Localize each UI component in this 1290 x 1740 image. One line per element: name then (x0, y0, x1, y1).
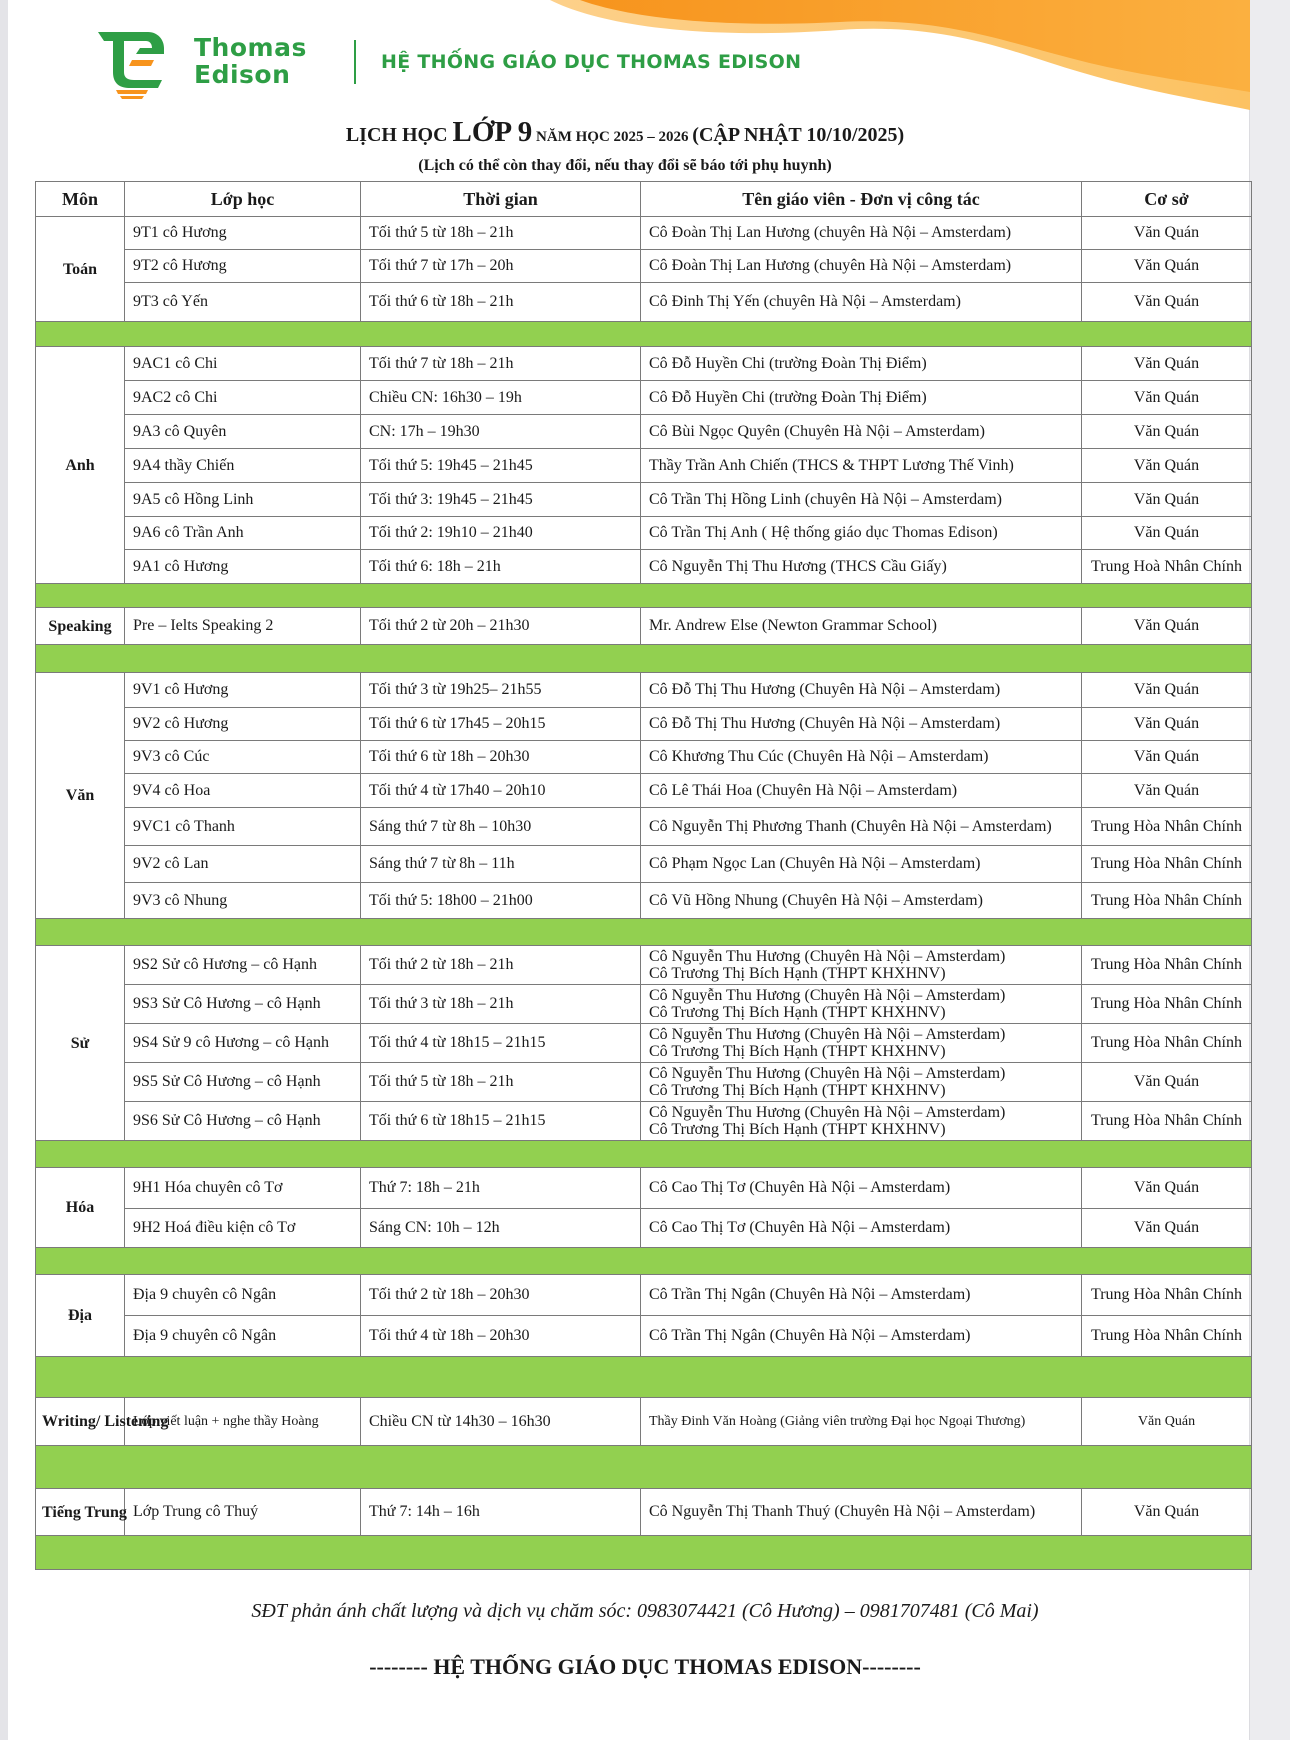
teacher-cell: Cô Cao Thị Tơ (Chuyên Hà Nội – Amsterdam) (641, 1168, 1082, 1209)
teacher-cell: Cô Đoàn Thị Lan Hương (chuyên Hà Nội – Amsterdam) (641, 217, 1082, 250)
time-cell: Sáng thứ 7 từ 8h – 10h30 (361, 808, 641, 846)
table-row (36, 985, 1252, 1024)
teacher-name-1: Cô Nguyễn Thu Hương (Chuyên Hà Nội – Amsterdam) (649, 987, 1006, 1004)
campus-cell: Trung Hòa Nhân Chính (1082, 946, 1252, 985)
table-row (36, 883, 1252, 919)
title-update-date: (CẬP NHẬT 10/10/2025) (692, 124, 905, 146)
time-cell: Sáng CN: 10h – 12h (361, 1209, 641, 1248)
teacher-cell: Cô Đoàn Thị Lan Hương (chuyên Hà Nội – Amsterdam) (641, 250, 1082, 283)
class-cell: 9H1 Hóa chuyên cô Tơ (125, 1168, 361, 1209)
time-cell: Tối thứ 3: 19h45 – 21h45 (361, 483, 641, 517)
header-teacher: Tên giáo viên - Đơn vị công tác (641, 182, 1082, 217)
time-cell: Tối thứ 2 từ 18h – 21h (361, 946, 641, 985)
separator-cell (36, 645, 1252, 673)
class-cell: 9V1 cô Hương (125, 673, 361, 708)
class-cell: Địa 9 chuyên cô Ngân (125, 1275, 361, 1316)
class-cell: 9VC1 cô Thanh (125, 808, 361, 846)
table-row (36, 741, 1252, 774)
hotline-text: SĐT phản ánh chất lượng và dịch vụ chăm sóc: 0983074421 (Cô Hương) – 0981707481 (Cô Mai) (251, 1600, 1039, 1622)
page-edge-right (1249, 0, 1290, 1740)
campus-cell: Văn Quán (1082, 608, 1252, 645)
teacher-cell: Cô Khương Thu Cúc (Chuyên Hà Nội – Amsterdam) (641, 741, 1082, 774)
table-row (36, 608, 1252, 645)
class-cell: 9A5 cô Hồng Linh (125, 483, 361, 517)
table-row (36, 217, 1252, 250)
header-time: Thời gian (361, 182, 641, 217)
schedule-body (36, 217, 1252, 1570)
class-cell: 9V4 cô Hoa (125, 774, 361, 808)
table-header-row (36, 182, 1252, 217)
teacher-cell: Cô Nguyễn Thị Thu Hương (THCS Cầu Giấy) (641, 550, 1082, 584)
table-row (36, 774, 1252, 808)
table-row (36, 483, 1252, 517)
campus-cell: Văn Quán (1082, 483, 1252, 517)
subject-cell: Địa (36, 1275, 125, 1357)
table-row (36, 1398, 1252, 1446)
campus-cell: Trung Hòa Nhân Chính (1082, 1275, 1252, 1316)
separator-row (36, 1357, 1252, 1398)
campus-cell: Văn Quán (1082, 415, 1252, 449)
header-class: Lớp học (125, 182, 361, 217)
table-row (36, 381, 1252, 415)
time-cell: Tối thứ 5: 18h00 – 21h00 (361, 883, 641, 919)
teacher-cell (641, 985, 1082, 1024)
class-cell: 9S2 Sử cô Hương – cô Hạnh (125, 946, 361, 985)
teacher-name-2: Cô Trương Thị Bích Hạnh (THPT KHXHNV) (649, 1082, 946, 1099)
teacher-name-1: Cô Nguyễn Thu Hương (Chuyên Hà Nội – Amsterdam) (649, 1026, 1006, 1043)
campus-cell: Văn Quán (1082, 741, 1252, 774)
table-row (36, 673, 1252, 708)
system-name: HỆ THỐNG GIÁO DỤC THOMAS EDISON (381, 51, 802, 73)
teacher-cell: Cô Trần Thị Anh ( Hệ thống giáo dục Thomas Edison) (641, 517, 1082, 550)
teacher-cell: Cô Nguyễn Thị Thanh Thuý (Chuyên Hà Nội – Amsterdam) (641, 1489, 1082, 1536)
teacher-cell: Cô Đỗ Huyền Chi (trường Đoàn Thị Điểm) (641, 381, 1082, 415)
class-cell: 9H2 Hoá điều kiện cô Tơ (125, 1209, 361, 1248)
time-cell: Tối thứ 3 từ 19h25– 21h55 (361, 673, 641, 708)
teacher-cell: Cô Lê Thái Hoa (Chuyên Hà Nội – Amsterdam) (641, 774, 1082, 808)
separator-cell (36, 1446, 1252, 1489)
class-cell: 9AC2 cô Chi (125, 381, 361, 415)
subject-cell: Tiếng Trung (36, 1489, 125, 1536)
campus-cell: Văn Quán (1082, 673, 1252, 708)
class-cell: 9S3 Sử Cô Hương – cô Hạnh (125, 985, 361, 1024)
teacher-name-2: Cô Trương Thị Bích Hạnh (THPT KHXHNV) (649, 1004, 946, 1021)
campus-cell: Trung Hòa Nhân Chính (1082, 1024, 1252, 1063)
campus-cell: Trung Hòa Nhân Chính (1082, 985, 1252, 1024)
teacher-cell: Cô Đỗ Thị Thu Hương (Chuyên Hà Nội – Amsterdam) (641, 673, 1082, 708)
time-cell: Tối thứ 2 từ 18h – 20h30 (361, 1275, 641, 1316)
time-cell: CN: 17h – 19h30 (361, 415, 641, 449)
separator-cell (36, 584, 1252, 608)
time-cell: Tối thứ 5 từ 18h – 21h (361, 1063, 641, 1102)
class-cell: 9T2 cô Hương (125, 250, 361, 283)
brand-line-2: Edison (194, 60, 291, 89)
table-row (36, 1102, 1252, 1141)
campus-cell: Văn Quán (1082, 1398, 1252, 1446)
class-cell: 9S4 Sử 9 cô Hương – cô Hạnh (125, 1024, 361, 1063)
time-cell: Tối thứ 6 từ 18h – 21h (361, 283, 641, 322)
teacher-cell: Cô Đỗ Thị Thu Hương (Chuyên Hà Nội – Amsterdam) (641, 708, 1082, 741)
time-cell: Tối thứ 4 từ 18h15 – 21h15 (361, 1024, 641, 1063)
header-subject: Môn (36, 182, 125, 217)
teacher-name-1: Cô Nguyễn Thu Hương (Chuyên Hà Nội – Amsterdam) (649, 948, 1006, 965)
table-row (36, 1316, 1252, 1357)
class-cell: 9T3 cô Yến (125, 283, 361, 322)
class-cell: 9V2 cô Hương (125, 708, 361, 741)
time-cell: Tối thứ 7 từ 18h – 21h (361, 347, 641, 381)
table-row (36, 1209, 1252, 1248)
table-row (36, 550, 1252, 584)
campus-cell: Văn Quán (1082, 1489, 1252, 1536)
table-row (36, 415, 1252, 449)
campus-cell: Văn Quán (1082, 217, 1252, 250)
separator-row (36, 322, 1252, 347)
subject-cell: Văn (36, 673, 125, 919)
teacher-cell (641, 1024, 1082, 1063)
table-row (36, 946, 1252, 985)
time-cell: Sáng thứ 7 từ 8h – 11h (361, 846, 641, 883)
separator-cell (36, 1357, 1252, 1398)
campus-cell: Trung Hòa Nhân Chính (1082, 1316, 1252, 1357)
time-cell: Tối thứ 5 từ 18h – 21h (361, 217, 641, 250)
time-cell: Tối thứ 4 từ 17h40 – 20h10 (361, 774, 641, 808)
campus-cell: Văn Quán (1082, 774, 1252, 808)
table-row (36, 1063, 1252, 1102)
campus-cell: Trung Hòa Nhân Chính (1082, 808, 1252, 846)
separator-row (36, 584, 1252, 608)
table-row (36, 1024, 1252, 1063)
separator-cell (36, 1141, 1252, 1168)
campus-cell: Văn Quán (1082, 283, 1252, 322)
teacher-cell: Cô Phạm Ngọc Lan (Chuyên Hà Nội – Amsterdam) (641, 846, 1082, 883)
title-grade: LỚP 9 (452, 116, 533, 148)
table-row (36, 808, 1252, 846)
table-row (36, 250, 1252, 283)
teacher-cell: Cô Đỗ Huyền Chi (trường Đoàn Thị Điểm) (641, 347, 1082, 381)
class-cell: 9V3 cô Nhung (125, 883, 361, 919)
teacher-cell: Cô Trần Thị Ngân (Chuyên Hà Nội – Amsterdam) (641, 1316, 1082, 1357)
teacher-cell: Cô Vũ Hồng Nhung (Chuyên Hà Nội – Amsterdam) (641, 883, 1082, 919)
campus-cell: Văn Quán (1082, 1063, 1252, 1102)
campus-cell: Trung Hoà Nhân Chính (1082, 550, 1252, 584)
teacher-cell (641, 1102, 1082, 1141)
campus-cell: Văn Quán (1082, 250, 1252, 283)
teacher-cell (641, 946, 1082, 985)
time-cell: Tối thứ 3 từ 18h – 21h (361, 985, 641, 1024)
subject-cell: Toán (36, 217, 125, 322)
subject-cell: Writing/ Listening (36, 1398, 125, 1446)
teacher-name-2: Cô Trương Thị Bích Hạnh (THPT KHXHNV) (649, 1121, 946, 1138)
table-row (36, 283, 1252, 322)
separator-row (36, 919, 1252, 946)
campus-cell: Trung Hòa Nhân Chính (1082, 883, 1252, 919)
class-cell: 9S5 Sử Cô Hương – cô Hạnh (125, 1063, 361, 1102)
brand-line-1: Thomas (194, 33, 307, 62)
subject-cell: Sử (36, 946, 125, 1141)
teacher-name-1: Cô Nguyễn Thu Hương (Chuyên Hà Nội – Amsterdam) (649, 1104, 1006, 1121)
teacher-cell: Cô Đinh Thị Yến (chuyên Hà Nội – Amsterdam) (641, 283, 1082, 322)
schedule-table (35, 181, 1252, 1570)
separator-row (36, 645, 1252, 673)
table-row (36, 846, 1252, 883)
time-cell: Tối thứ 5: 19h45 – 21h45 (361, 449, 641, 483)
page-edge-left (0, 0, 8, 1740)
separator-cell (36, 1248, 1252, 1275)
title-part-1: LỊCH HỌC (345, 124, 453, 146)
time-cell: Tối thứ 6 từ 17h45 – 20h15 (361, 708, 641, 741)
subject-cell: Speaking (36, 608, 125, 645)
brand-divider (354, 40, 356, 84)
footer-brand: -------- HỆ THỐNG GIÁO DỤC THOMAS EDISON-------- (369, 1654, 921, 1679)
table-row (36, 1489, 1252, 1536)
teacher-cell: Cô Cao Thị Tơ (Chuyên Hà Nội – Amsterdam) (641, 1209, 1082, 1248)
table-row (36, 517, 1252, 550)
time-cell: Tối thứ 6: 18h – 21h (361, 550, 641, 584)
time-cell: Thứ 7: 14h – 16h (361, 1489, 641, 1536)
separator-row (36, 1141, 1252, 1168)
time-cell: Tối thứ 4 từ 18h – 20h30 (361, 1316, 641, 1357)
teacher-cell: Cô Bùi Ngọc Quyên (Chuyên Hà Nội – Amsterdam) (641, 415, 1082, 449)
subject-cell: Anh (36, 347, 125, 584)
class-cell: Lớp viết luận + nghe thầy Hoàng (125, 1398, 361, 1446)
time-cell: Tối thứ 2: 19h10 – 21h40 (361, 517, 641, 550)
teacher-cell: Thầy Đinh Văn Hoàng (Giảng viên trường Đại học Ngoại Thương) (641, 1398, 1082, 1446)
time-cell: Chiều CN: 16h30 – 19h (361, 381, 641, 415)
campus-cell: Văn Quán (1082, 1209, 1252, 1248)
campus-cell: Trung Hòa Nhân Chính (1082, 1102, 1252, 1141)
separator-row (36, 1446, 1252, 1489)
class-cell: Địa 9 chuyên cô Ngân (125, 1316, 361, 1357)
table-row (36, 347, 1252, 381)
separator-cell (36, 322, 1252, 347)
brand-wordmark (194, 34, 307, 88)
title-school-year: NĂM HỌC 2025 – 2026 (532, 129, 693, 145)
class-cell: 9V3 cô Cúc (125, 741, 361, 774)
separator-cell (36, 919, 1252, 946)
time-cell: Thứ 7: 18h – 21h (361, 1168, 641, 1209)
time-cell: Tối thứ 7 từ 17h – 20h (361, 250, 641, 283)
teacher-cell: Mr. Andrew Else (Newton Grammar School) (641, 608, 1082, 645)
campus-cell: Văn Quán (1082, 381, 1252, 415)
separator-cell (36, 1536, 1252, 1570)
subject-cell: Hóa (36, 1168, 125, 1248)
time-cell: Tối thứ 6 từ 18h – 20h30 (361, 741, 641, 774)
teacher-cell: Cô Trần Thị Ngân (Chuyên Hà Nội – Amsterdam) (641, 1275, 1082, 1316)
class-cell: 9V2 cô Lan (125, 846, 361, 883)
separator-row (36, 1248, 1252, 1275)
teacher-cell: Cô Nguyễn Thị Phương Thanh (Chuyên Hà Nội – Amsterdam) (641, 808, 1082, 846)
class-cell: Pre – Ielts Speaking 2 (125, 608, 361, 645)
teacher-cell (641, 1063, 1082, 1102)
campus-cell: Văn Quán (1082, 708, 1252, 741)
class-cell: 9A4 thầy Chiến (125, 449, 361, 483)
header-campus: Cơ sở (1082, 182, 1252, 217)
page-subtitle: (Lịch có thể còn thay đổi, nếu thay đổi sẽ báo tới phụ huynh) (418, 157, 832, 174)
campus-cell: Trung Hòa Nhân Chính (1082, 846, 1252, 883)
class-cell: 9AC1 cô Chi (125, 347, 361, 381)
campus-cell: Văn Quán (1082, 449, 1252, 483)
class-cell: 9S6 Sử Cô Hương – cô Hạnh (125, 1102, 361, 1141)
teacher-cell: Thầy Trần Anh Chiến (THCS & THPT Lương Thế Vinh) (641, 449, 1082, 483)
time-cell: Chiều CN từ 14h30 – 16h30 (361, 1398, 641, 1446)
table-row (36, 449, 1252, 483)
page-title (0, 116, 1250, 149)
time-cell: Tối thứ 2 từ 20h – 21h30 (361, 608, 641, 645)
campus-cell: Văn Quán (1082, 517, 1252, 550)
class-cell: 9A3 cô Quyên (125, 415, 361, 449)
class-cell: 9A6 cô Trần Anh (125, 517, 361, 550)
teacher-name-2: Cô Trương Thị Bích Hạnh (THPT KHXHNV) (649, 965, 946, 982)
campus-cell: Văn Quán (1082, 347, 1252, 381)
table-row (36, 708, 1252, 741)
thomas-edison-logo-icon (96, 28, 166, 100)
teacher-name-2: Cô Trương Thị Bích Hạnh (THPT KHXHNV) (649, 1043, 946, 1060)
class-cell: 9A1 cô Hương (125, 550, 361, 584)
teacher-name-1: Cô Nguyễn Thu Hương (Chuyên Hà Nội – Amsterdam) (649, 1065, 1006, 1082)
separator-row (36, 1536, 1252, 1570)
table-row (36, 1168, 1252, 1209)
campus-cell: Văn Quán (1082, 1168, 1252, 1209)
class-cell: 9T1 cô Hương (125, 217, 361, 250)
teacher-cell: Cô Trần Thị Hồng Linh (chuyên Hà Nội – Amsterdam) (641, 483, 1082, 517)
table-row (36, 1275, 1252, 1316)
time-cell: Tối thứ 6 từ 18h15 – 21h15 (361, 1102, 641, 1141)
class-cell: Lớp Trung cô Thuý (125, 1489, 361, 1536)
